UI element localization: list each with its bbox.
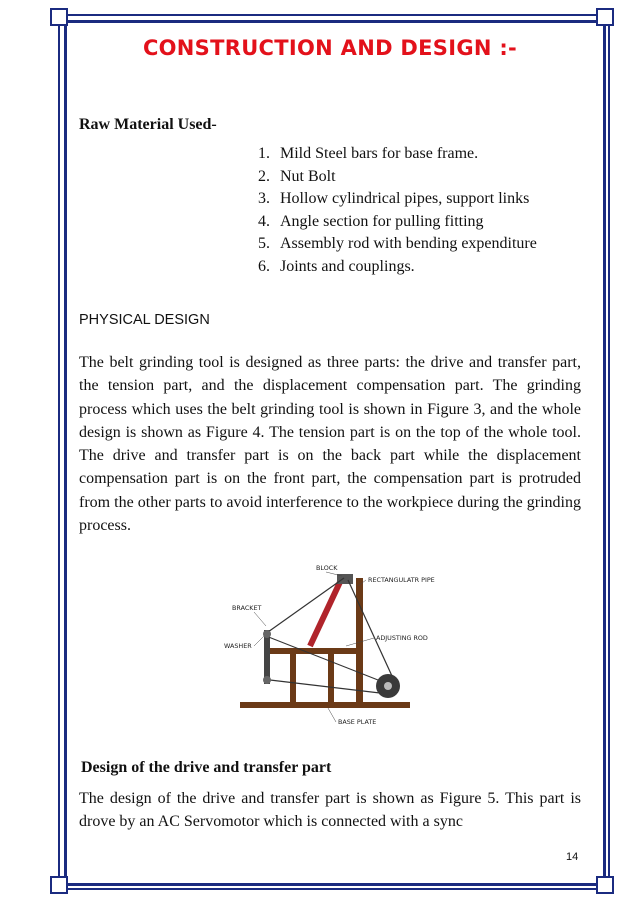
raw-material-label: Raw Material Used-: [79, 116, 217, 133]
border-corner-top-left: [50, 8, 68, 26]
belt-grinder-figure: [218, 556, 448, 770]
drive-transfer-heading: Design of the drive and transfer part: [81, 759, 332, 776]
label-block: BLOCK: [316, 564, 338, 572]
physical-design-paragraph: The belt grinding tool is designed as three parts: the drive and transfer part, the tension part, and the displacement compensation part. The grinding process which uses the belt grinding tool is shown in Figure 3, and the whole design is shown as Figure 4. The tension part is on the top of the whole tool. The drive and transfer part is on the back part while the displacement compensation part is on the front part, the compensation part is protruded from the other parts to avoid interference to the workpiece during the grinding process.: [79, 354, 581, 535]
border-corner-top-right: [596, 8, 614, 26]
list-item: 3. Hollow cylindrical pipes, support links: [258, 190, 530, 208]
page-number: 14: [566, 851, 579, 863]
drive-transfer-paragraph: The design of the drive and transfer part is shown as Figure 5. This part is drove by an AC Servomotor which is connected with a sync: [79, 790, 581, 830]
list-item: 1. Mild Steel bars for base frame.: [258, 145, 479, 162]
page-title: CONSTRUCTION AND DESIGN :-: [142, 36, 518, 60]
list-item: 4. Angle section for pulling fitting: [258, 212, 484, 230]
list-item: 5. Assembly rod with bending expenditure: [258, 235, 537, 253]
list-item: 6. Joints and couplings.: [258, 257, 415, 275]
label-base-plate: BASE PLATE: [338, 718, 377, 726]
horizontal-frame-shape: [268, 648, 360, 654]
front-leg-shape: [290, 654, 296, 704]
washer-shape: [263, 630, 271, 638]
list-item: 2. Nut Bolt: [258, 167, 336, 185]
label-washer: WASHER: [224, 642, 252, 650]
label-rectangular-pipe: RECTANGULATR PIPE: [368, 576, 435, 584]
materials-list: [258, 143, 537, 279]
label-bracket: BRACKET: [232, 604, 262, 612]
physical-design-heading: PHYSICAL DESIGN: [79, 312, 210, 328]
border-corner-bottom-left: [50, 876, 68, 894]
label-adjusting-rod: ADJUSTING ROD: [376, 634, 428, 642]
base-plate-shape: [240, 702, 410, 708]
border-corner-bottom-right: [596, 876, 614, 894]
bracket-bar-shape: [264, 630, 270, 684]
vertical-post-shape: [356, 578, 363, 704]
